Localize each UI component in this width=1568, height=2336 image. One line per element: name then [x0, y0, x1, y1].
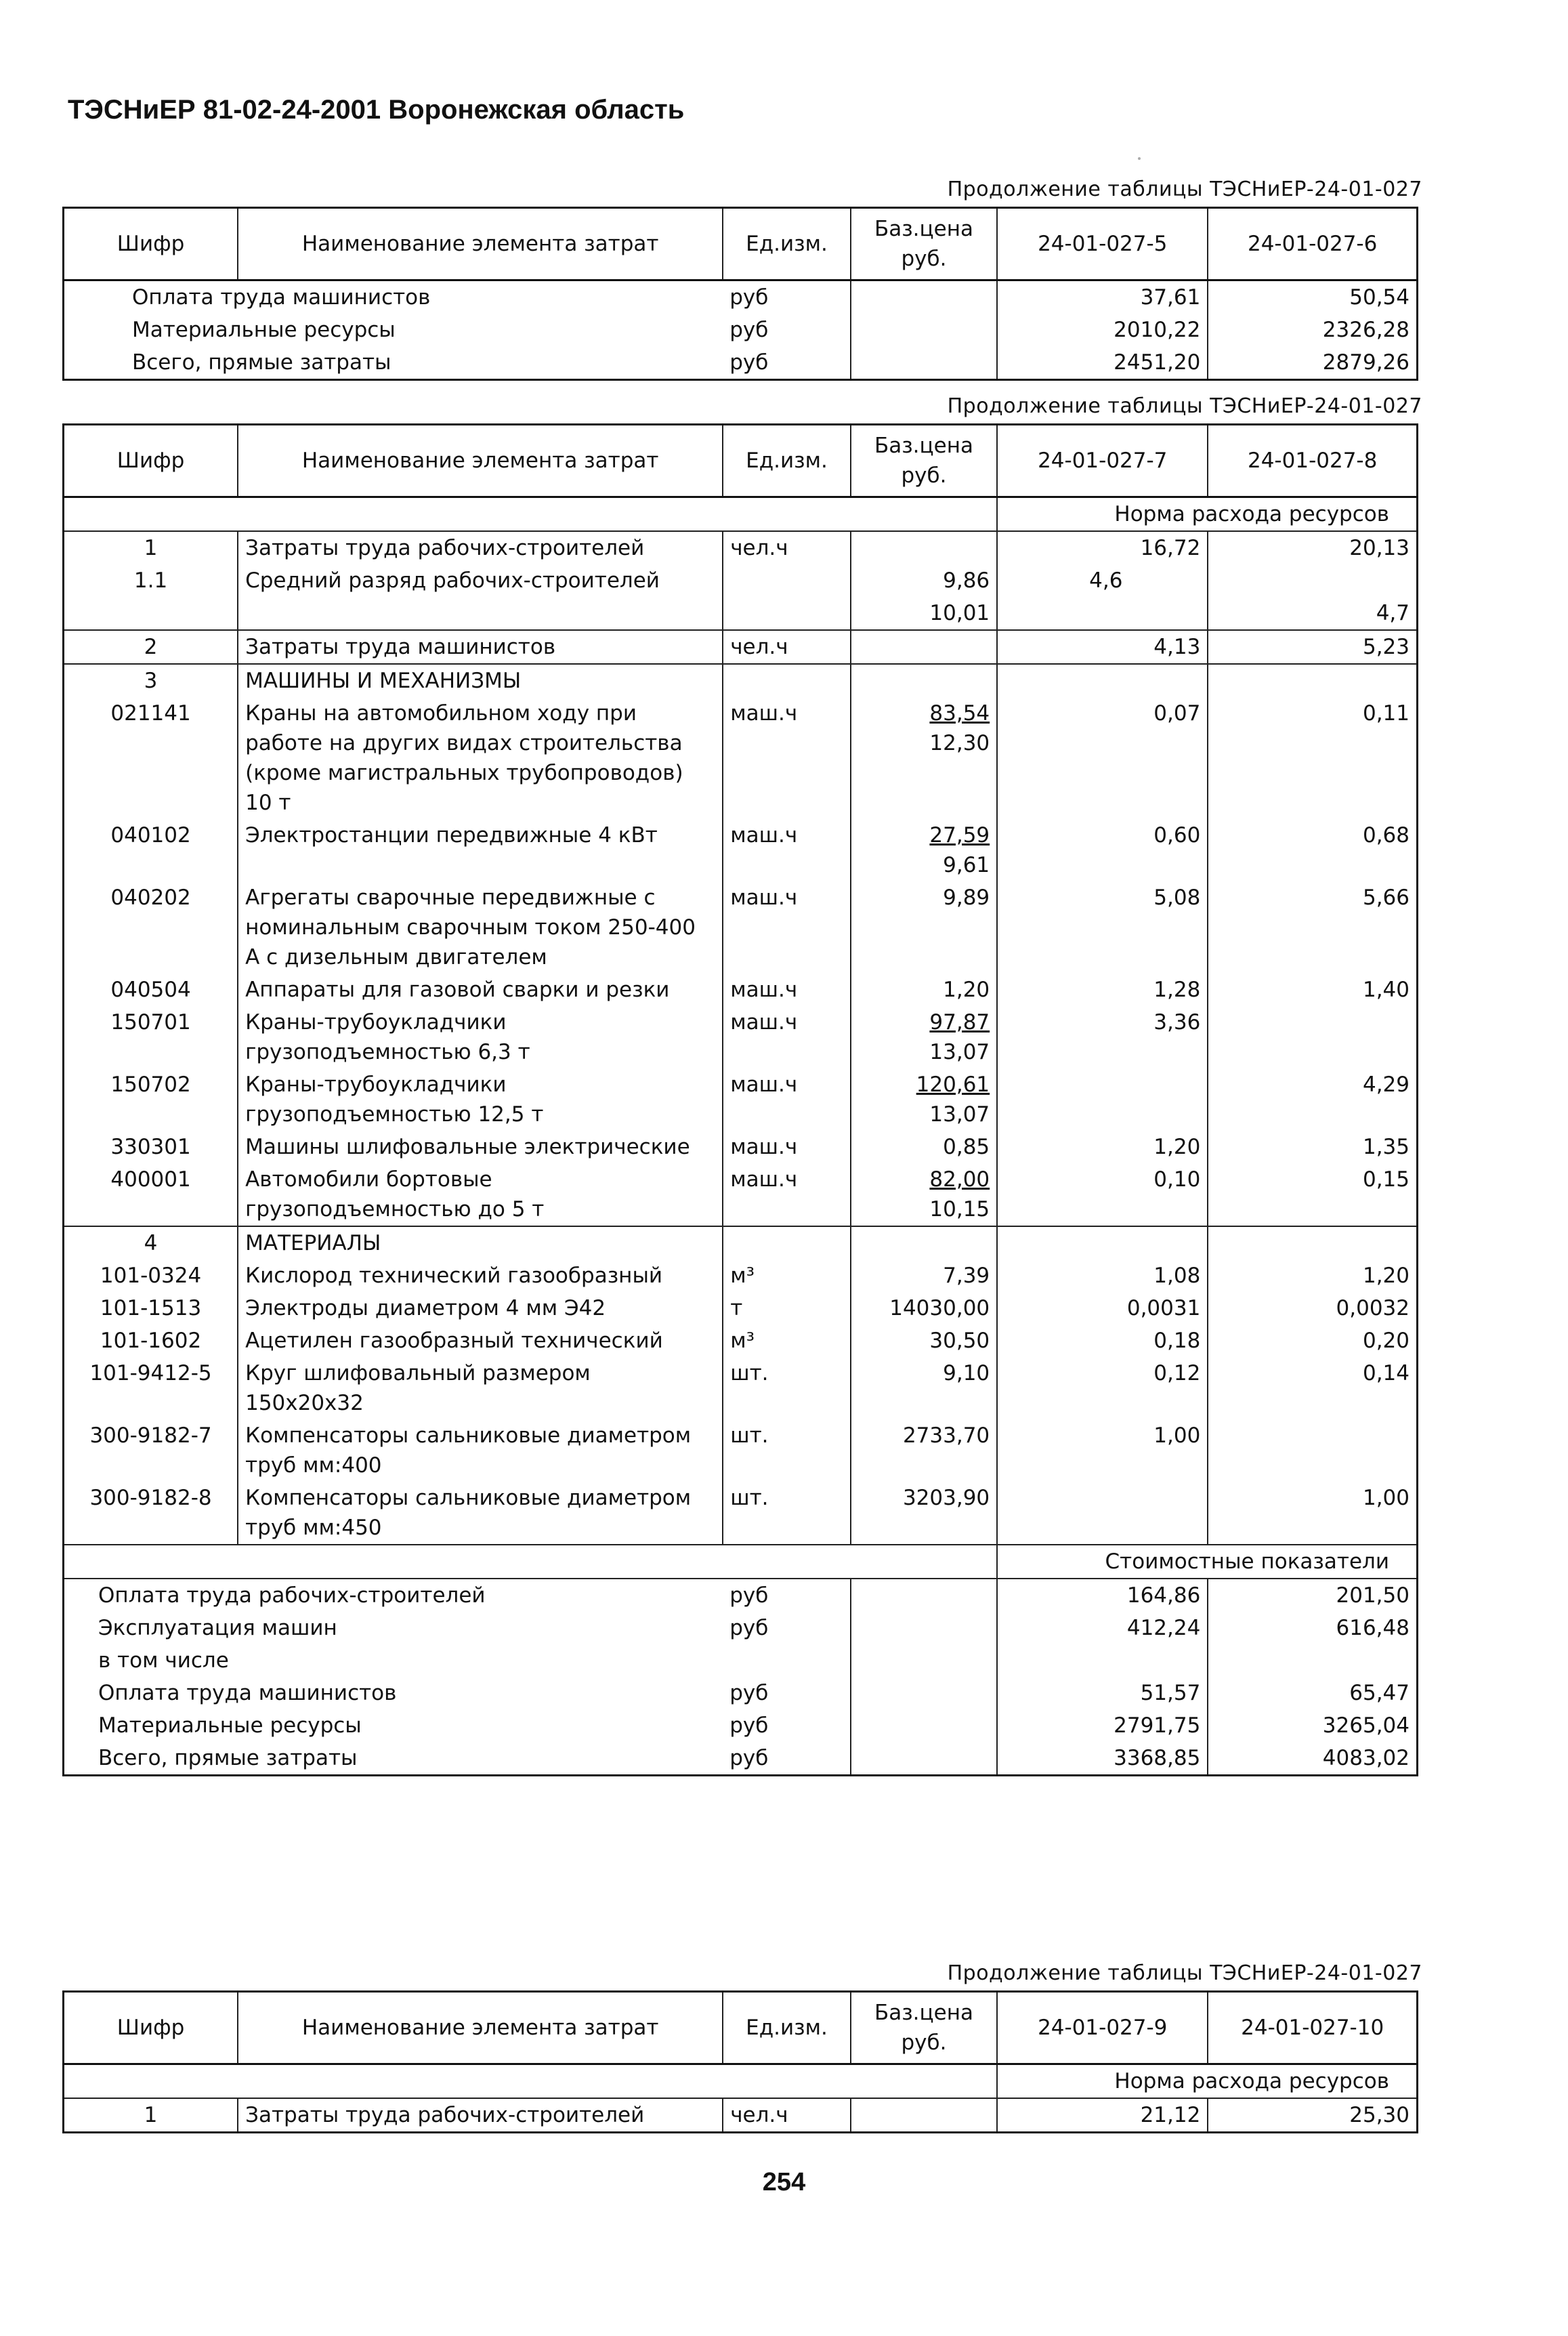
col-header-base-price: Баз.цена руб.	[851, 1992, 997, 2064]
table-row: 101-9412-5 Круг шлифовальный размером 150х20х32 шт. 9,10 0,12 0,14	[64, 1357, 1418, 1419]
table-row: 150702 Краны-трубоукладчики грузоподъемностью 12,5 т маш.ч 120,61 13,07 4,29	[64, 1068, 1418, 1131]
col-header-base-price: Баз.цена руб.	[851, 208, 997, 280]
col-header-unit: Ед.изм.	[723, 208, 851, 280]
section-heading-costs: Стоимостные показатели	[64, 1545, 1418, 1579]
col-header-a: 24-01-027-5	[997, 208, 1208, 280]
table-row: 101-1513 Электроды диаметром 4 мм Э42 т 14030,00 0,0031 0,0032	[64, 1292, 1418, 1325]
scan-speck	[1138, 157, 1141, 160]
col-header-code: Шифр	[64, 1992, 238, 2064]
table-row: Всего, прямые затраты руб 2451,20 2879,26	[64, 346, 1418, 380]
table-caption: Продолжение таблицы ТЭСНиЕР-24-01-027	[947, 394, 1422, 418]
table-row: 400001 Автомобили бортовые грузоподъемностью до 5 т маш.ч 82,00 10,15 0,10 0,15	[64, 1163, 1418, 1226]
section-heading-norms: Норма расхода ресурсов	[64, 2064, 1418, 2099]
col-header-unit: Ед.изм.	[723, 425, 851, 497]
table-row: 300-9182-8 Компенсаторы сальниковые диаметром труб мм:450 шт. 3203,90 1,00	[64, 1482, 1418, 1545]
table-row: 040202 Агрегаты сварочные передвижные с номинальным сварочным током 250-400 А с дизельным двигателем маш.ч 9,89 5,08 5,66	[64, 881, 1418, 974]
section-row-materials: 4 МАТЕРИАЛЫ	[64, 1226, 1418, 1259]
table-row: 101-0324 Кислород технический газообразный м³ 7,39 1,08 1,20	[64, 1259, 1418, 1292]
table-row: Оплата труда машинистов руб 37,61 50,54	[64, 280, 1418, 314]
table-row: 1 Затраты труда рабочих-строителей чел.ч 21,12 25,30	[64, 2098, 1418, 2133]
document-title: ТЭСНиЕР 81-02-24-2001 Воронежская область	[68, 95, 685, 125]
col-header-base-price: Баз.цена руб.	[851, 425, 997, 497]
section-heading-norms: Норма расхода ресурсов	[64, 497, 1418, 532]
col-header-code: Шифр	[64, 208, 238, 280]
table-row: 150701 Краны-трубоукладчики грузоподъемностью 6,3 т маш.ч 97,87 13,07 3,36	[64, 1006, 1418, 1068]
table-row: 330301 Машины шлифовальные электрические маш.ч 0,85 1,20 1,35	[64, 1131, 1418, 1163]
col-header-unit: Ед.изм.	[723, 1992, 851, 2064]
col-header-a: 24-01-027-7	[997, 425, 1208, 497]
col-header-a: 24-01-027-9	[997, 1992, 1208, 2064]
resource-table-2	[62, 423, 1418, 1776]
cost-row: в том числе	[64, 1644, 1418, 1677]
section-row-machines: 3 МАШИНЫ И МЕХАНИЗМЫ	[64, 664, 1418, 697]
table-row: 10,01 4,7	[64, 597, 1418, 630]
cost-row: Материальные ресурсы руб 2791,75 3265,04	[64, 1709, 1418, 1742]
col-header-name: Наименование элемента затрат	[238, 425, 723, 497]
table-row: 1.1 Средний разряд рабочих-строителей 9,86 4,6	[64, 564, 1418, 597]
table-caption: Продолжение таблицы ТЭСНиЕР-24-01-027	[947, 178, 1422, 201]
table-row: 2 Затраты труда машинистов чел.ч 4,13 5,23	[64, 630, 1418, 664]
col-header-b: 24-01-027-6	[1208, 208, 1417, 280]
table-row: 1 Затраты труда рабочих-строителей чел.ч 16,72 20,13	[64, 531, 1418, 564]
col-header-name: Наименование элемента затрат	[238, 208, 723, 280]
cost-row: Эксплуатация машин руб 412,24 616,48	[64, 1612, 1418, 1644]
cost-row: Оплата труда машинистов руб 51,57 65,47	[64, 1677, 1418, 1709]
col-header-code: Шифр	[64, 425, 238, 497]
table-row: 040504 Аппараты для газовой сварки и резки маш.ч 1,20 1,28 1,40	[64, 974, 1418, 1006]
table-caption: Продолжение таблицы ТЭСНиЕР-24-01-027	[947, 1961, 1422, 1985]
cost-row: Всего, прямые затраты руб 3368,85 4083,02	[64, 1742, 1418, 1776]
table-row: 021141 Краны на автомобильном ходу при работе на других видах строительства (кроме магистральных трубопроводов) 10 т маш.ч 83,54 12,30 0,07 0,11	[64, 697, 1418, 819]
table-row: 300-9182-7 Компенсаторы сальниковые диаметром труб мм:400 шт. 2733,70 1,00	[64, 1419, 1418, 1482]
col-header-b: 24-01-027-8	[1208, 425, 1417, 497]
table-row: 101-1602 Ацетилен газообразный технический м³ 30,50 0,18 0,20	[64, 1325, 1418, 1357]
resource-table-1	[62, 207, 1418, 381]
col-header-b: 24-01-027-10	[1208, 1992, 1417, 2064]
resource-table-3	[62, 1990, 1418, 2133]
table-row: 040102 Электростанции передвижные 4 кВт маш.ч 27,59 9,61 0,60 0,68	[64, 819, 1418, 881]
col-header-name: Наименование элемента затрат	[238, 1992, 723, 2064]
page-number: 254	[762, 2168, 806, 2196]
table-row: Материальные ресурсы руб 2010,22 2326,28	[64, 314, 1418, 346]
cost-row: Оплата труда рабочих-строителей руб 164,86 201,50	[64, 1579, 1418, 1612]
